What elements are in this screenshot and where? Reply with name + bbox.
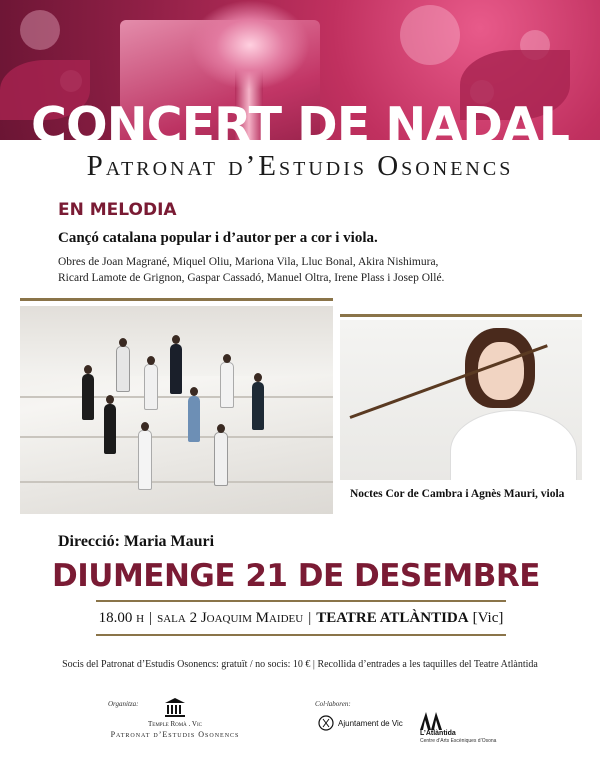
organization-name: Patronat d’Estudis Osonencs: [86, 150, 514, 182]
separator: |: [149, 609, 153, 626]
choir-photo: [20, 306, 333, 514]
page-title: CONCERT DE NADAL: [30, 97, 570, 154]
ticket-info: Socis del Patronat d’Estudis Osonencs: gratuït / no socis: 10 € | Recollida d’entrades a les taquilles del Teatre Atlàntida: [62, 659, 538, 670]
event-venue: TEATRE ATLÀNTIDA: [316, 609, 469, 626]
ajuntament-logo-text: Ajuntament de Vic: [338, 719, 403, 728]
ajuntament-shield-icon: [318, 715, 334, 731]
temple-columns-icon: [164, 697, 186, 717]
divider-rule: [340, 314, 582, 317]
program-tagline: Cançó catalana popular i d’autor per a cor i viola.: [58, 230, 378, 246]
event-time: 18.00 h: [98, 609, 145, 626]
works-list-line-1: Obres de Joan Magrané, Miquel Oliu, Mariona Vila, Lluc Bonal, Akira Nishimura,: [58, 256, 439, 268]
divider-rule: [20, 298, 333, 301]
event-room: sala 2 Joaquim Maideu: [157, 609, 304, 626]
event-date: DIUMENGE 21 DE DESEMBRE: [52, 558, 540, 594]
atlantida-subtitle: Centre d’Arts Escèniques d’Osona: [420, 738, 497, 744]
program-subtitle: EN MELODIA: [58, 200, 177, 220]
direction-credit: Direcció: Maria Mauri: [58, 533, 215, 550]
temple-name: Temple Romà . Vic: [148, 720, 202, 728]
separator: |: [308, 609, 312, 626]
event-city: [Vic]: [472, 609, 504, 626]
event-details: [96, 600, 506, 636]
collaborators-label: Col·laboren:: [315, 700, 351, 708]
violist-photo: [340, 320, 582, 480]
photo-caption: Noctes Cor de Cambra i Agnès Mauri, viola: [350, 488, 565, 500]
organizer-name: Patronat d’Estudis Osonencs: [110, 730, 240, 739]
works-list-line-2: Ricard Lamote de Grignon, Gaspar Cassadó, Manuel Oltra, Irene Plass i Josep Ollé.: [58, 272, 445, 284]
atlantida-logo-icon: [420, 711, 442, 731]
organizer-label: Organitza:: [108, 700, 139, 708]
atlantida-name: L’Atlàntida: [420, 730, 456, 737]
